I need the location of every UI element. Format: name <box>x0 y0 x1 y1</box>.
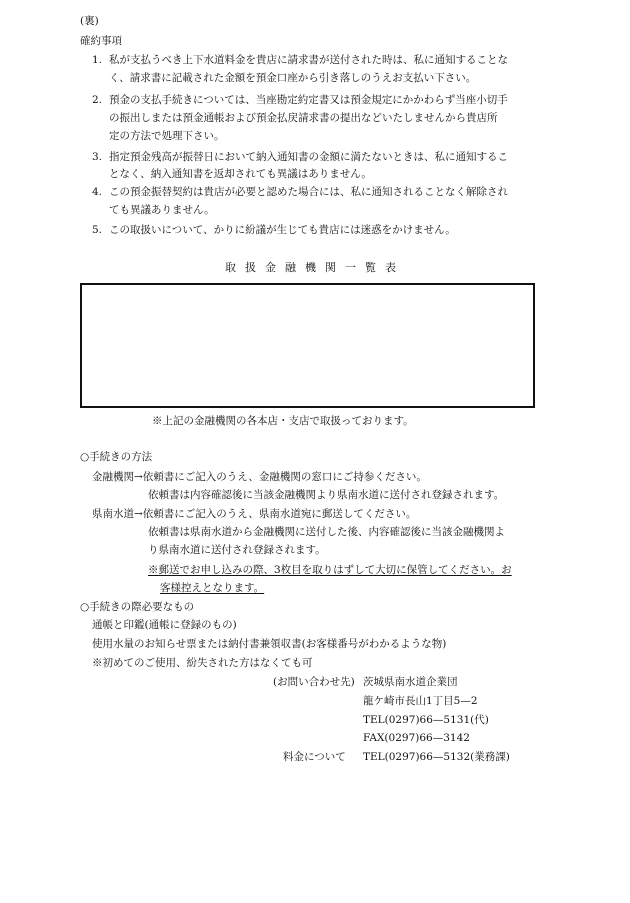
clause-line: この取扱いについて、かりに紛議が生じても貴店には迷惑をかけません。 <box>109 224 456 236</box>
clause-line: ても異議ありません。 <box>109 204 215 216</box>
clause-line: 預金の支払手続きについては、当座勘定約定書又は預金規定にかかわらず当座小切手 <box>109 94 508 106</box>
institutions-title: 取扱金融機関一覧表 <box>225 261 405 274</box>
procedure-water-detail-line: 依頼書は県南水道から金融機関に送付した後、内容確認後に当該金融機関よ <box>148 526 505 538</box>
contact-fax: FAX(0297)66—3142 <box>363 732 470 744</box>
institutions-note: ※上記の金融機関の各本店・支店で取扱っております。 <box>152 415 414 427</box>
procedure-water-detail-line: り県南水道に送付され登録されます。 <box>148 544 326 556</box>
clause-line: この預金振替契約は貴店が必要と認めた場合には、私に通知されることなく解除され <box>109 186 508 198</box>
requirement-item: 通帳と印鑑(通帳に登録のもの) <box>92 619 237 631</box>
clause-number: 3. <box>92 151 103 163</box>
requirements-heading: ○手続きの際必要なもの <box>80 601 195 613</box>
requirement-item: ※初めてのご使用、紛失された方はなくても可 <box>92 657 313 669</box>
clause-line: 定の方法で処理下さい。 <box>109 130 225 142</box>
clause-number: 1. <box>92 54 103 66</box>
clause-line: く、請求書に記載された金額を預金口座から引き落しのうえお支払い下さい。 <box>109 72 477 84</box>
mail-note-line: ※郵送でお申し込みの際、3枚目を取りはずして大切に保管してください。お <box>148 564 512 576</box>
fee-tel: TEL(0297)66—5132(業務課) <box>363 751 510 763</box>
contact-label: (お問い合わせ先) <box>273 676 355 688</box>
mail-note-line: 客様控えとなります。 <box>160 582 265 594</box>
clause-number: 2. <box>92 94 103 106</box>
procedure-heading: ○手続きの方法 <box>80 451 153 463</box>
institutions-box <box>80 283 535 408</box>
section-heading: 確約事項 <box>80 35 122 47</box>
clause-number: 4. <box>92 186 103 198</box>
clause-number: 5. <box>92 224 103 236</box>
clause-line: 指定預金残高が振替日において納入通知書の金額に満たないときは、私に通知するこ <box>109 151 508 163</box>
procedure-bank-detail: 依頼書は内容確認後に当該金融機関より県南水道に送付され登録されます。 <box>148 489 505 501</box>
fee-label: 料金について <box>283 751 346 763</box>
contact-address: 龍ケ崎市長山1丁目5—2 <box>363 695 478 707</box>
contact-tel: TEL(0297)66—5131(代) <box>363 714 489 726</box>
contact-organization: 茨城県南水道企業団 <box>363 676 458 688</box>
procedure-water-route: 県南水道→依頼書にご記入のうえ、県南水道宛に郵送してください。 <box>92 508 417 520</box>
page-side-label: (裏) <box>80 15 99 27</box>
clause-line: 私が支払うべき上下水道料金を貴店に請求書が送付された時は、私に通知することな <box>109 54 508 66</box>
clause-line: となく、納入通知書を返却されても異議はありません。 <box>109 168 372 180</box>
procedure-bank-route: 金融機関→依頼書にご記入のうえ、金融機関の窓口にご持参ください。 <box>92 471 427 483</box>
clause-line: の振出しまたは預金通帳および預金払戻請求書の提出などいたしませんから貴店所 <box>109 112 498 124</box>
requirement-item: 使用水量のお知らせ票または納付書兼領収書(お客様番号がわかるような物) <box>92 638 447 650</box>
